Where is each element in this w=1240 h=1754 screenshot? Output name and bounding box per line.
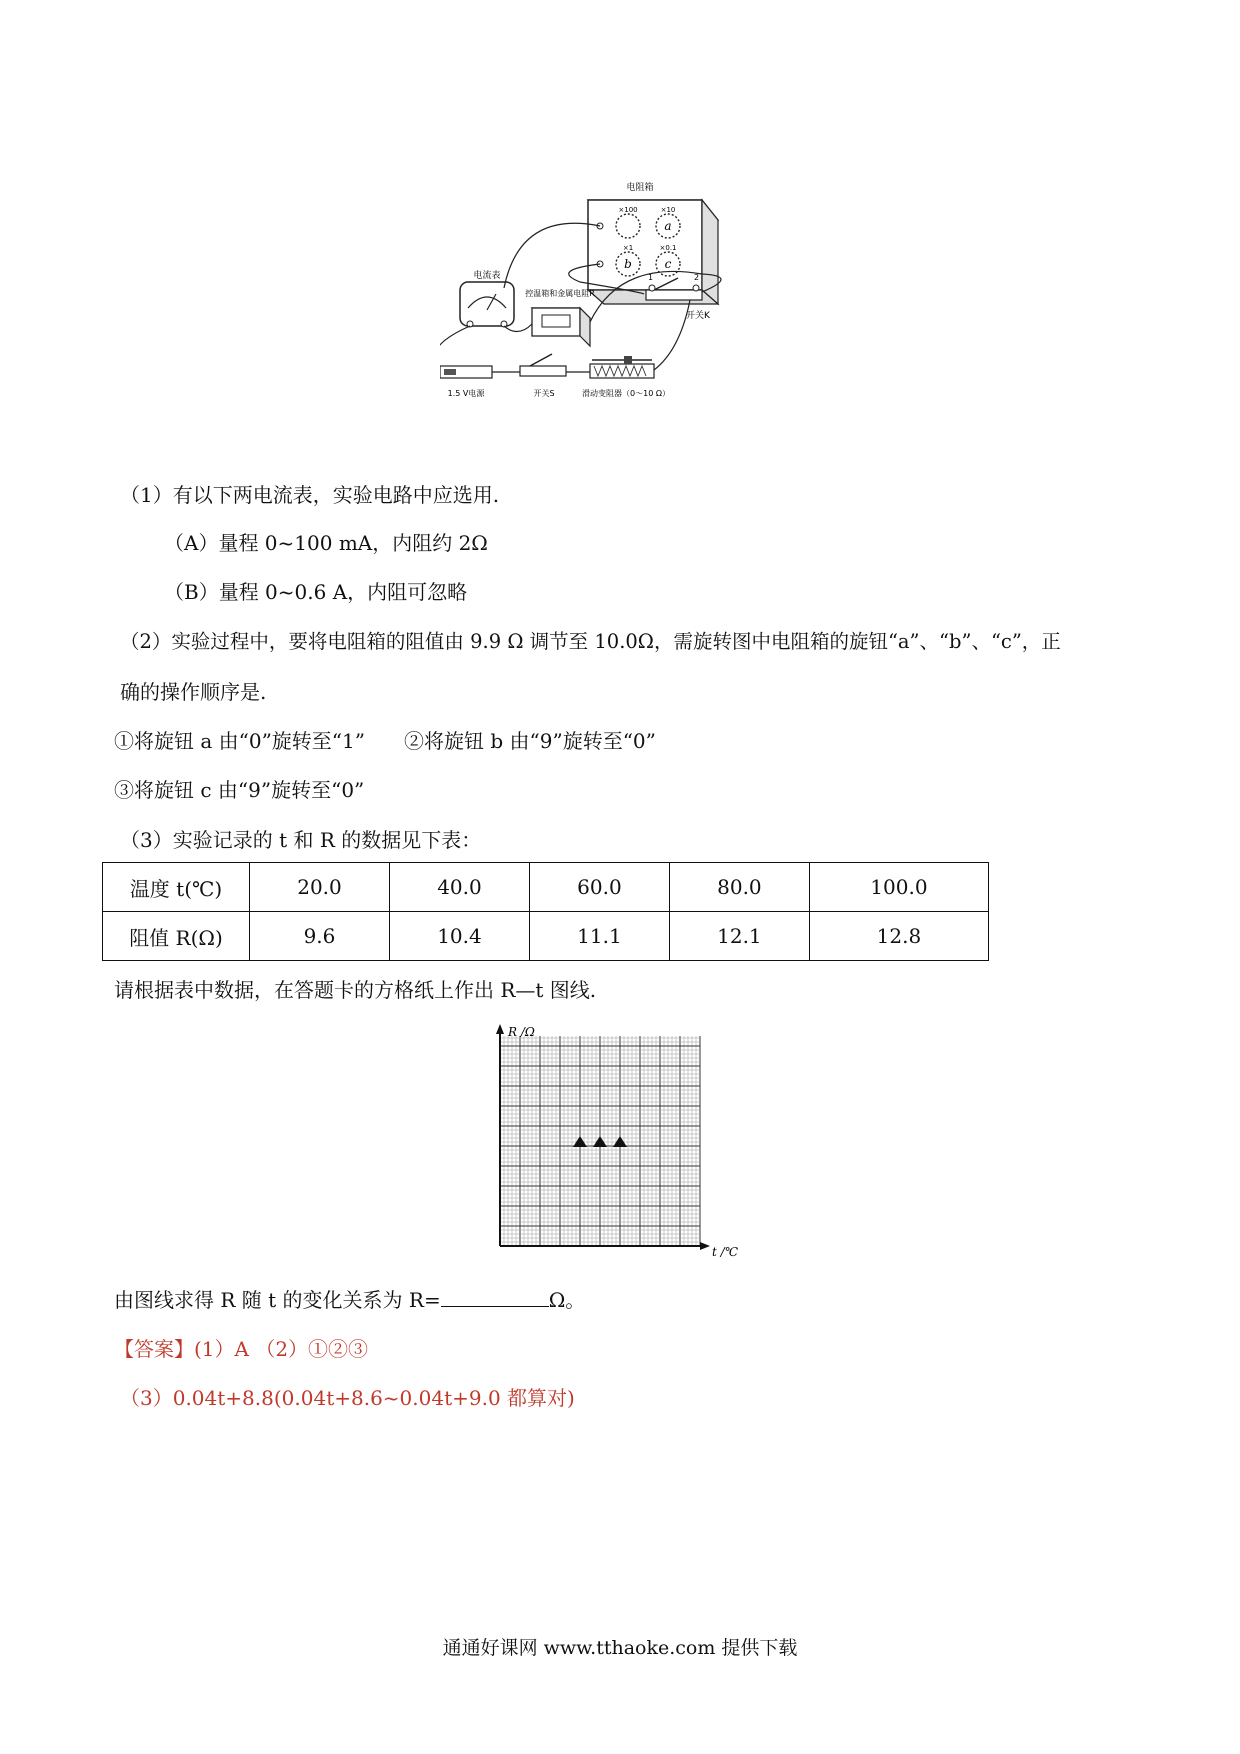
rheostat-label: 滑动变阻器（0～10 Ω） (582, 389, 670, 398)
knob-top-left-label: ×100 (618, 206, 638, 214)
x-axis-label: t /℃ (712, 1245, 739, 1259)
ammeter-label: 电流表 (473, 271, 501, 281)
table-cell: 80.0 (669, 863, 809, 912)
q1-option-b: （B）量程 0~0.6 A，内阻可忽略 (164, 580, 468, 604)
rheostat[interactable] (590, 356, 654, 378)
table-cell: 40.0 (389, 863, 529, 912)
table-cell: 11.1 (529, 912, 669, 961)
switch-k-pos1: 1 (648, 273, 654, 282)
oven (532, 308, 590, 346)
knob-c-letter: c (664, 257, 672, 271)
knob-x100[interactable] (616, 214, 640, 238)
table-cell: 60.0 (529, 863, 669, 912)
table-cell: 12.1 (669, 912, 809, 961)
q1-option-a: （A）量程 0~100 mA，内阻约 2Ω (164, 531, 488, 555)
triangle-marker-icon (573, 1136, 587, 1147)
answer-blank[interactable] (441, 1288, 549, 1307)
switch-k-label: 开关K (686, 311, 710, 321)
table-row-temperature (103, 863, 989, 912)
knob-a-letter: a (664, 219, 672, 233)
q2-line2: 确的操作顺序是. (120, 680, 267, 704)
switch-s-label: 开关S (533, 389, 555, 398)
graph-paper (486, 1022, 756, 1262)
q2-step3: ③将旋钮 c 由“9”旋转至“0” (114, 778, 365, 802)
table-cell: 10.4 (389, 912, 529, 961)
q2-step1: ①将旋钮 a 由“0”旋转至“1” (114, 729, 365, 753)
data-table (102, 862, 989, 961)
knob-top-right-label: ×10 (660, 206, 676, 214)
question-end-prefix: 由图线求得 R 随 t 的变化关系为 R= (114, 1288, 441, 1312)
y-axis-label: R /Ω (508, 1025, 535, 1039)
question-end-suffix: Ω。 (548, 1288, 586, 1312)
table-cell: 9.6 (250, 912, 390, 961)
q2-line1: （2）实验过程中，要将电阻箱的阻值由 9.9 Ω 调节至 10.0Ω，需旋转图中电阻箱的旋钮“a”、“b”、“c”，正 (120, 630, 1061, 653)
q1-text: （1）有以下两电流表，实验电路中应选用. (120, 483, 500, 507)
knob-b-letter: b (624, 257, 632, 271)
source-label: 1.5 V电源 (447, 389, 485, 398)
switch-k-pos2: 2 (694, 273, 700, 282)
answer-line1: 【答案】(1）A （2）①②③ (114, 1337, 369, 1361)
question-end (114, 1288, 585, 1312)
footer: 通通好课网 www.tthaoke.com 提供下载 (442, 1637, 798, 1659)
switch-s[interactable] (520, 354, 566, 376)
resistance-box-label: 电阻箱 (626, 183, 654, 193)
knob-bottom-left-label: ×1 (622, 244, 634, 252)
table-cell: 20.0 (250, 863, 390, 912)
q3-instruction: 请根据表中数据，在答题卡的方格纸上作出 R—t 图线. (114, 978, 597, 1002)
table-cell: 100.0 (809, 863, 988, 912)
answer-line2: （3）0.04t+8.8(0.04t+8.6~0.04t+9.0 都算对) (120, 1386, 575, 1410)
table-cell: 12.8 (809, 912, 988, 961)
q2-step2: ②将旋钮 b 由“9”旋转至“0” (404, 729, 656, 753)
triangle-marker-icon (593, 1136, 607, 1147)
table-row-resistance (103, 912, 989, 961)
y-axis-arrow-icon (496, 1024, 504, 1034)
oven-label: 控温箱和金属电阻R (525, 289, 595, 298)
knob-bottom-right-label: ×0.1 (659, 244, 677, 252)
triangle-marker-icon (613, 1136, 627, 1147)
power-source (440, 366, 492, 378)
q3-intro: （3）实验记录的 t 和 R 的数据见下表： (120, 828, 482, 852)
ammeter (460, 282, 514, 327)
x-axis-arrow-icon (700, 1242, 710, 1250)
table-row-header: 阻值 R(Ω) (103, 912, 250, 961)
table-row-header: 温度 t(℃) (103, 863, 250, 912)
circuit-diagram (440, 170, 800, 452)
